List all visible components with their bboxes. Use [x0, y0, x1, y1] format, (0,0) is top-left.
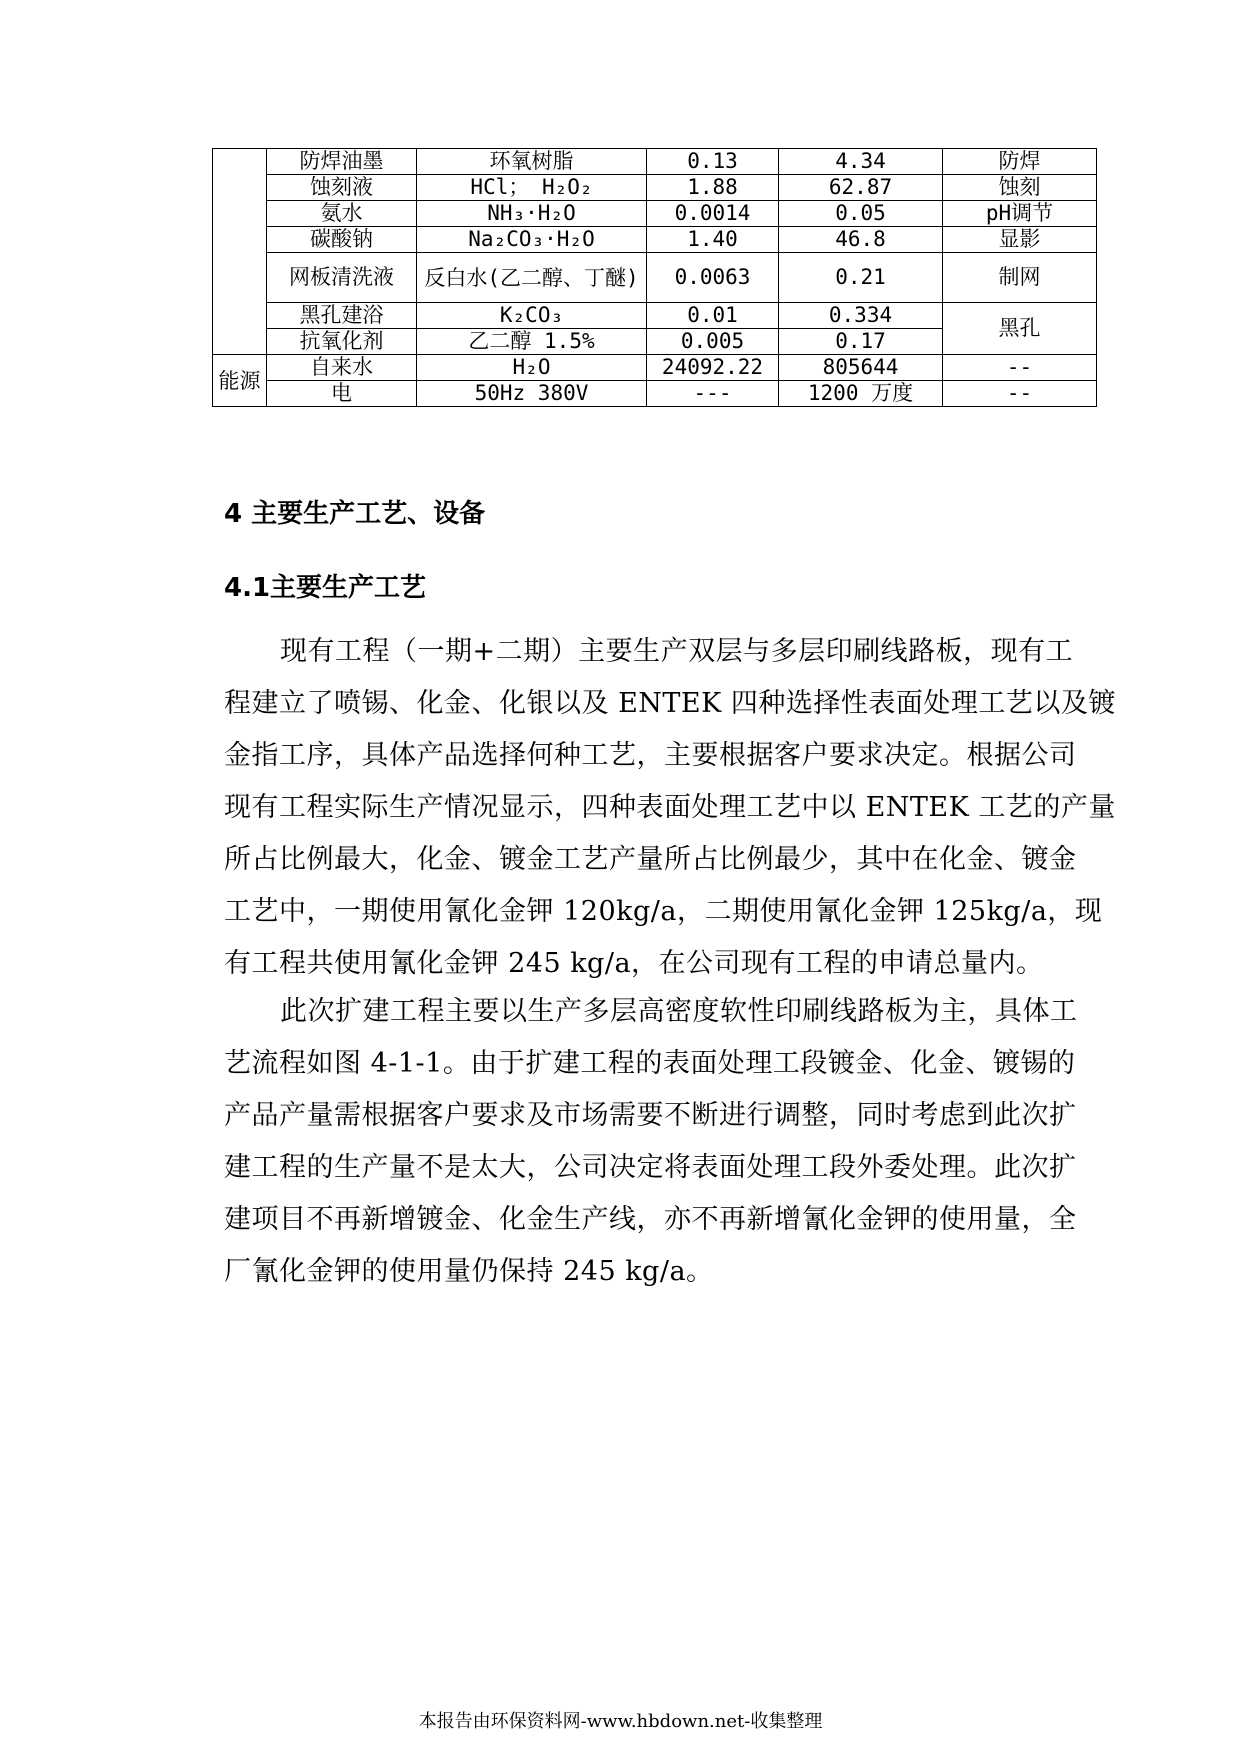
- material-use: 制网: [943, 253, 1097, 303]
- material-composition: NH₃·H₂O: [417, 201, 647, 227]
- material-value-1: 0.13: [647, 149, 779, 175]
- material-name: 电: [267, 381, 417, 407]
- material-value-1: 24092.22: [647, 355, 779, 381]
- table-row: [213, 303, 1097, 329]
- section-heading: 4 主要生产工艺、设备: [224, 499, 486, 529]
- paragraph-line: 建项目不再新增镀金、化金生产线，亦不再新增氰化金钾的使用量，全: [224, 1204, 1077, 1235]
- material-composition: HCl； H₂O₂: [417, 175, 647, 201]
- paragraph-line: 程建立了喷锡、化金、化银以及 ENTEK 四种选择性表面处理工艺以及镀: [224, 688, 1116, 719]
- material-value-2: 4.34: [779, 149, 943, 175]
- paragraph-line: 现有工程实际生产情况显示，四种表面处理工艺中以 ENTEK 工艺的产量: [224, 792, 1116, 823]
- material-value-1: 0.01: [647, 303, 779, 329]
- paragraph-line: 厂氰化金钾的使用量仍保持 245 kg/a。: [224, 1256, 714, 1287]
- material-use: 黑孔: [943, 303, 1097, 355]
- material-value-1: 0.0063: [647, 253, 779, 303]
- subsection-heading: 4.1主要生产工艺: [224, 573, 427, 603]
- paragraph-existing-project: [224, 626, 1124, 990]
- category-cell-blank: [213, 149, 267, 355]
- material-use: 蚀刻: [943, 175, 1097, 201]
- material-name: 蚀刻液: [267, 175, 417, 201]
- material-value-2: 46.8: [779, 227, 943, 253]
- material-value-2: 0.21: [779, 253, 943, 303]
- material-value-2: 62.87: [779, 175, 943, 201]
- material-name: 黑孔建浴: [267, 303, 417, 329]
- material-use: 显影: [943, 227, 1097, 253]
- material-name: 自来水: [267, 355, 417, 381]
- material-name: 氨水: [267, 201, 417, 227]
- paragraph-line: 所占比例最大，化金、镀金工艺产量所占比例最少，其中在化金、镀金: [224, 844, 1077, 875]
- material-value-1: ---: [647, 381, 779, 407]
- materials-table: [212, 148, 1097, 407]
- material-name: 抗氧化剂: [267, 329, 417, 355]
- table-row: [213, 175, 1097, 201]
- paragraph-line: 工艺中，一期使用氰化金钾 120kg/a，二期使用氰化金钾 125kg/a，现: [224, 896, 1103, 927]
- paragraph-line: 现有工程（一期+二期）主要生产双层与多层印刷线路板，现有工: [280, 636, 1074, 667]
- page-footer: 本报告由环保资料网-www.hbdown.net-收集整理: [418, 1711, 823, 1732]
- material-value-1: 0.0014: [647, 201, 779, 227]
- material-name: 防焊油墨: [267, 149, 417, 175]
- table-row: [213, 227, 1097, 253]
- material-value-2: 0.17: [779, 329, 943, 355]
- material-use: --: [943, 381, 1097, 407]
- material-use: pH调节: [943, 201, 1097, 227]
- paragraph-line: 金指工序，具体产品选择何种工艺，主要根据客户要求决定。根据公司: [224, 740, 1077, 771]
- material-use: --: [943, 355, 1097, 381]
- material-value-2: 1200 万度: [779, 381, 943, 407]
- material-value-1: 1.40: [647, 227, 779, 253]
- material-value-2: 805644: [779, 355, 943, 381]
- table-row: [213, 149, 1097, 175]
- material-composition: 反白水(乙二醇、丁醚): [417, 253, 647, 303]
- category-cell-energy: 能源: [213, 355, 267, 407]
- material-name: 碳酸钠: [267, 227, 417, 253]
- material-composition: H₂O: [417, 355, 647, 381]
- table-row: [213, 201, 1097, 227]
- material-composition: 50Hz 380V: [417, 381, 647, 407]
- material-value-1: 0.005: [647, 329, 779, 355]
- material-composition: 乙二醇 1.5%: [417, 329, 647, 355]
- material-composition: 环氧树脂: [417, 149, 647, 175]
- table-row: [213, 355, 1097, 381]
- table-row: [213, 253, 1097, 303]
- paragraph-line: 有工程共使用氰化金钾 245 kg/a，在公司现有工程的申请总量内。: [224, 948, 1044, 979]
- material-value-1: 1.88: [647, 175, 779, 201]
- material-value-2: 0.05: [779, 201, 943, 227]
- material-name: 网板清洗液: [267, 253, 417, 303]
- paragraph-line: 产品产量需根据客户要求及市场需要不断进行调整，同时考虑到此次扩: [224, 1100, 1077, 1131]
- material-use: 防焊: [943, 149, 1097, 175]
- paragraph-line: 建工程的生产量不是太大，公司决定将表面处理工段外委处理。此次扩: [224, 1152, 1077, 1183]
- paragraph-line: 此次扩建工程主要以生产多层高密度软性印刷线路板为主，具体工: [280, 996, 1078, 1027]
- material-composition: K₂CO₃: [417, 303, 647, 329]
- table-row: [213, 381, 1097, 407]
- paragraph-line: 艺流程如图 4-1-1。由于扩建工程的表面处理工段镀金、化金、镀锡的: [224, 1048, 1076, 1079]
- material-value-2: 0.334: [779, 303, 943, 329]
- paragraph-expansion-project: [224, 986, 1124, 1298]
- material-composition: Na₂CO₃·H₂O: [417, 227, 647, 253]
